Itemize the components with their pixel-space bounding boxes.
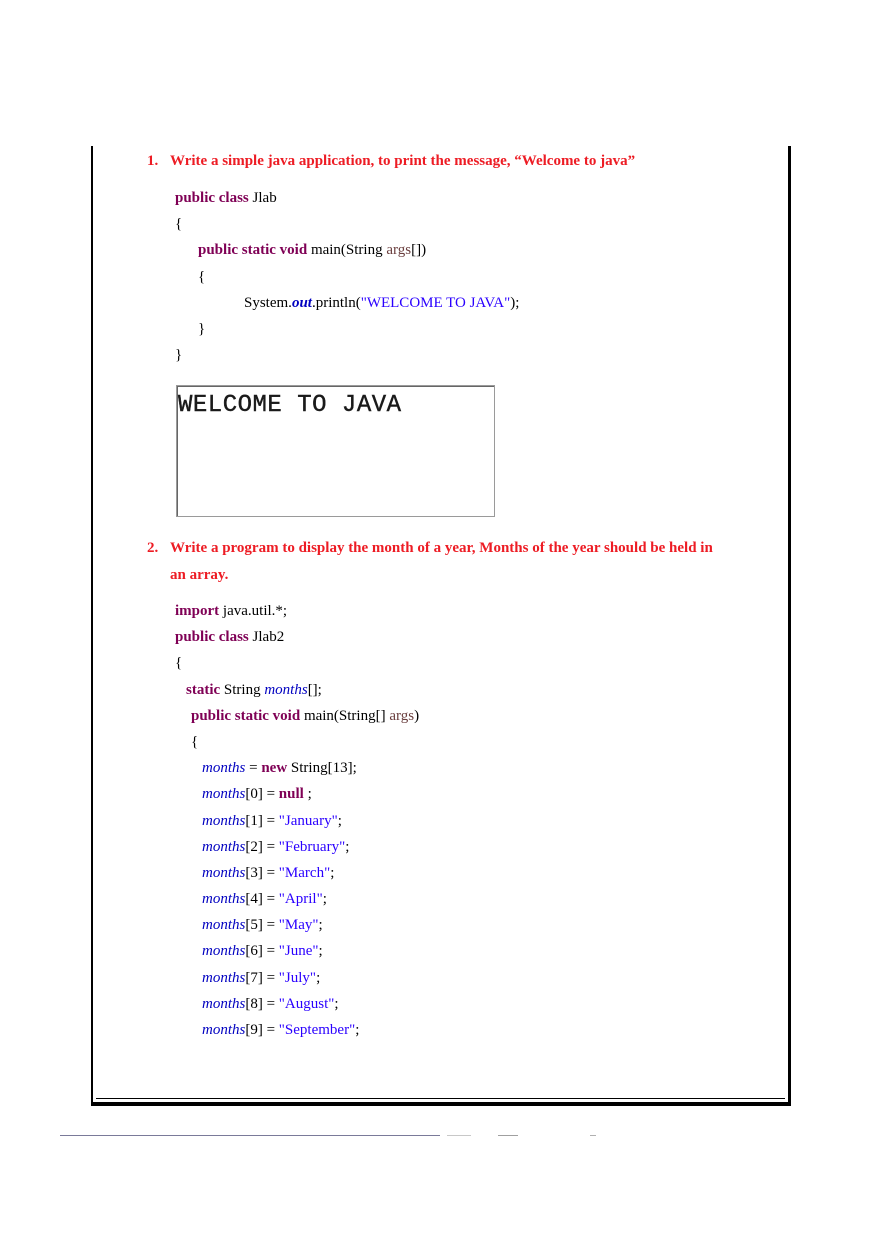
keyword: public static void (191, 707, 301, 724)
code-text: String[13]; (287, 760, 357, 777)
code-text: [5] = (245, 917, 279, 934)
code-text: [9] = (245, 1022, 279, 1038)
code-line (175, 650, 419, 676)
question-2-number: 2. (147, 540, 159, 556)
code-line (175, 211, 519, 237)
code-text: = (245, 760, 262, 777)
string-literal: "August" (278, 995, 335, 1012)
string-literal: "March" (278, 864, 331, 881)
code-line (175, 781, 419, 807)
code-line (175, 886, 419, 912)
question-2-text-line-1: Write a program to display the month of a year, Months of the year should be held in (170, 540, 713, 556)
question-1-number: 1. (147, 153, 159, 169)
keyword: null (278, 786, 304, 803)
console-output-box (176, 385, 495, 517)
code-text: main(String (307, 242, 387, 259)
code-text: ; (303, 786, 312, 803)
code-line (175, 185, 519, 211)
field: months (202, 943, 246, 960)
question-1-text: Write a simple java application, to print the message, “Welcome to java” (170, 153, 636, 169)
code-text: [3] = (245, 864, 279, 881)
code-line (175, 703, 419, 729)
code-text: ); (510, 294, 520, 311)
field: months (202, 891, 246, 908)
code-text: System. (244, 294, 292, 311)
field: out (291, 294, 312, 311)
code-block-1 (175, 185, 519, 368)
code-text: { (175, 655, 183, 672)
code-line (175, 342, 519, 368)
field: months (202, 760, 246, 777)
code-line (175, 938, 419, 964)
keyword: public static void (198, 242, 308, 259)
parameter: args (386, 242, 412, 259)
field: months (202, 786, 246, 803)
keyword: import (175, 603, 220, 619)
string-literal: "June" (278, 943, 319, 960)
code-text: ; (322, 891, 327, 908)
keyword: static (186, 681, 221, 698)
code-text: [1] = (245, 812, 279, 829)
footer-mark (590, 1135, 596, 1136)
code-line (175, 677, 419, 703)
code-line (175, 316, 519, 342)
field: months (202, 969, 246, 986)
code-text: [7] = (245, 969, 279, 986)
parameter: args (389, 707, 415, 724)
code-text: ; (318, 943, 323, 960)
keyword: public class (175, 190, 249, 206)
code-text: [6] = (245, 943, 279, 960)
code-text: ; (316, 969, 321, 986)
code-text: String (220, 681, 265, 698)
string-literal: "September" (278, 1022, 356, 1038)
code-line (175, 237, 519, 263)
code-line (175, 264, 519, 290)
footer-mark (498, 1135, 518, 1136)
code-text: ; (330, 864, 335, 881)
code-text: .println( (311, 294, 361, 311)
code-text: ; (345, 838, 350, 855)
code-text: Jlab2 (248, 629, 285, 646)
code-text: java.util.*; (219, 603, 288, 619)
code-line (175, 808, 419, 834)
string-literal: "May" (278, 917, 319, 934)
code-text: { (175, 216, 183, 233)
question-2 (147, 535, 747, 589)
code-block-2 (175, 598, 419, 1043)
code-text: ; (355, 1022, 360, 1038)
footer-mark (447, 1135, 471, 1136)
month-assignments (175, 808, 419, 1044)
code-text: } (175, 347, 183, 364)
keyword: public class (175, 629, 249, 646)
code-line (175, 834, 419, 860)
code-line (175, 290, 519, 316)
code-line (175, 729, 419, 755)
code-text: ; (334, 995, 339, 1012)
code-text: [2] = (245, 838, 279, 855)
string-literal: "January" (278, 812, 338, 829)
string-literal: "April" (278, 891, 323, 908)
question-1 (147, 148, 747, 175)
field: months (202, 812, 246, 829)
code-text: []; (307, 681, 322, 698)
string-literal: "July" (278, 969, 317, 986)
code-text: ; (337, 812, 342, 829)
field: months (264, 681, 308, 698)
string-literal: "WELCOME TO JAVA" (360, 294, 511, 311)
console-output-text: WELCOME TO JAVA (178, 392, 402, 419)
code-text: [4] = (245, 891, 279, 908)
footer-rule (60, 1135, 440, 1136)
code-line (175, 912, 419, 938)
code-text: ; (318, 917, 323, 934)
keyword: new (261, 760, 288, 777)
code-line (175, 598, 419, 624)
code-text: } (198, 320, 206, 337)
code-text: Jlab (248, 190, 277, 206)
field: months (202, 1022, 246, 1038)
field: months (202, 838, 246, 855)
code-line (175, 965, 419, 991)
field: months (202, 917, 246, 934)
code-text: { (191, 733, 199, 750)
code-text: ) (414, 707, 420, 724)
code-line (175, 991, 419, 1017)
code-line (175, 860, 419, 886)
code-text: [0] = (245, 786, 279, 803)
code-text: []) (411, 242, 427, 259)
string-literal: "February" (278, 838, 346, 855)
code-text: { (198, 268, 206, 285)
code-line (175, 755, 419, 781)
code-line (175, 624, 419, 650)
code-line (175, 1017, 419, 1043)
question-2-text-line-2: an array. (170, 567, 229, 583)
field: months (202, 864, 246, 881)
code-text: [8] = (245, 995, 279, 1012)
code-text: main(String[] (300, 707, 390, 724)
field: months (202, 995, 246, 1012)
